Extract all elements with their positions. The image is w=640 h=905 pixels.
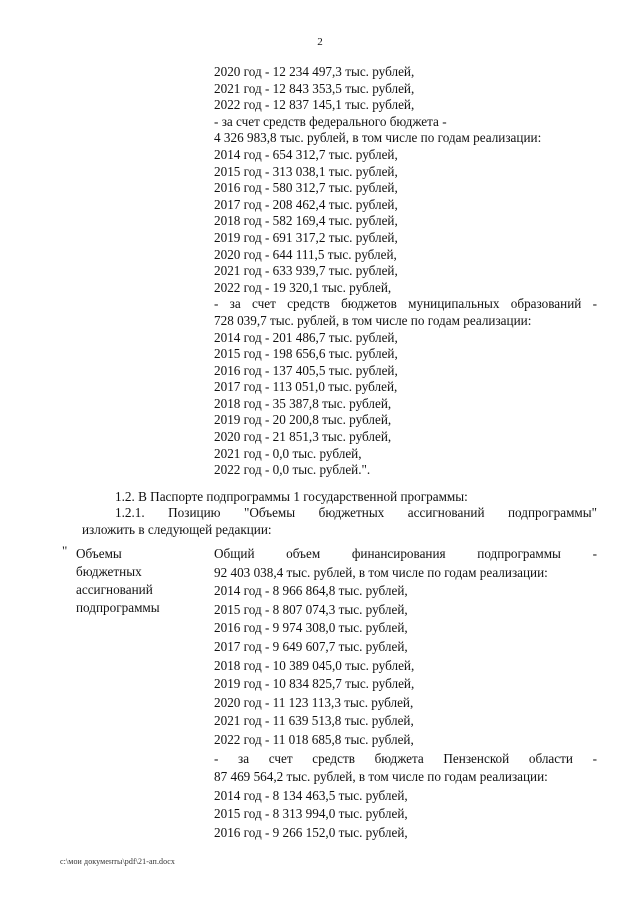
funding-total-line: 4 326 983,8 тыс. рублей, в том числе по годам реализации: bbox=[214, 130, 542, 146]
funding-source-heading: - за счет средств бюджета Пензенской области - bbox=[214, 750, 597, 766]
funding-source-heading: - за счет средств федерального бюджета - bbox=[214, 113, 447, 129]
funding-total-heading: Общий объем финансирования подпрограммы - bbox=[214, 546, 597, 561]
funding-line: 2019 год - 10 834 825,7 тыс. рублей, bbox=[214, 676, 415, 692]
funding-total-line: 92 403 038,4 тыс. рублей, в том числе по годам реализации: bbox=[214, 564, 548, 580]
page-number: 2 bbox=[317, 36, 323, 48]
section-1-2-1-line2: изложить в следующей редакции: bbox=[82, 521, 272, 537]
label-line: ассигнований bbox=[76, 582, 153, 597]
section-1-2-text: 1.2. В Паспорте подпрограммы 1 государственной программы: bbox=[115, 489, 468, 504]
funding-line: 2014 год - 8 134 463,5 тыс. рублей, bbox=[214, 787, 408, 803]
funding-line: 2021 год - 12 843 353,5 тыс. рублей, bbox=[214, 80, 415, 96]
funding-line: 2020 год - 21 851,3 тыс. рублей, bbox=[214, 429, 392, 445]
funding-source-heading: - за счет средств бюджетов муниципальных образований - bbox=[214, 296, 597, 312]
funding-line: 2019 год - 20 200,8 тыс. рублей, bbox=[214, 412, 392, 428]
funding-line: 2019 год - 691 317,2 тыс. рублей, bbox=[214, 229, 398, 245]
section-1-2-1 bbox=[82, 505, 597, 538]
funding-line: 2016 год - 9 974 308,0 тыс. рублей, bbox=[214, 620, 408, 636]
funding-line: 2020 год - 11 123 113,3 тыс. рублей, bbox=[214, 694, 414, 710]
funding-line: 2014 год - 8 966 864,8 тыс. рублей, bbox=[214, 583, 408, 599]
funding-line: 2015 год - 8 807 074,3 тыс. рублей, bbox=[214, 601, 408, 617]
funding-line: 2022 год - 12 837 145,1 тыс. рублей, bbox=[214, 97, 415, 113]
funding-line: 2020 год - 644 111,5 тыс. рублей, bbox=[214, 246, 397, 262]
funding-line: 2016 год - 137 405,5 тыс. рублей, bbox=[214, 362, 398, 378]
table-right-funding bbox=[214, 545, 597, 843]
funding-line: 2017 год - 208 462,4 тыс. рублей, bbox=[214, 196, 398, 212]
funding-line: 2014 год - 654 312,7 тыс. рублей, bbox=[214, 146, 398, 162]
label-line: подпрограммы bbox=[76, 600, 160, 615]
table-left-label bbox=[76, 545, 206, 617]
funding-total-line: 87 469 564,2 тыс. рублей, в том числе по годам реализации: bbox=[214, 769, 548, 785]
funding-line: 2022 год - 19 320,1 тыс. рублей, bbox=[214, 279, 392, 295]
funding-total-line: 728 039,7 тыс. рублей, в том числе по годам реализации: bbox=[214, 312, 532, 328]
funding-line: 2018 год - 35 387,8 тыс. рублей, bbox=[214, 395, 392, 411]
funding-line: 2021 год - 0,0 тыс. рублей, bbox=[214, 445, 362, 461]
funding-line: 2021 год - 11 639 513,8 тыс. рублей, bbox=[214, 713, 414, 729]
opening-quote: " bbox=[62, 543, 68, 558]
top-funding-block bbox=[214, 64, 597, 479]
label-line: бюджетных bbox=[76, 564, 142, 579]
funding-line: 2020 год - 12 234 497,3 тыс. рублей, bbox=[214, 64, 415, 79]
funding-line: 2017 год - 9 649 607,7 тыс. рублей, bbox=[214, 638, 408, 654]
funding-line: 2021 год - 633 939,7 тыс. рублей, bbox=[214, 263, 398, 279]
funding-line: 2015 год - 8 313 994,0 тыс. рублей, bbox=[214, 806, 408, 822]
label-line: Объемы bbox=[76, 546, 122, 561]
funding-line: 2016 год - 9 266 152,0 тыс. рублей, bbox=[214, 824, 408, 840]
funding-line: 2014 год - 201 486,7 тыс. рублей, bbox=[214, 329, 398, 345]
funding-line: 2016 год - 580 312,7 тыс. рублей, bbox=[214, 180, 398, 196]
funding-line: 2015 год - 198 656,6 тыс. рублей, bbox=[214, 346, 398, 362]
funding-line: 2017 год - 113 051,0 тыс. рублей, bbox=[214, 379, 398, 395]
footer-file-path: c:\мои документы\pdf\21-ап.docx bbox=[60, 857, 175, 866]
funding-line: 2022 год - 0,0 тыс. рублей.". bbox=[214, 462, 371, 478]
funding-line: 2022 год - 11 018 685,8 тыс. рублей, bbox=[214, 731, 414, 747]
funding-line: 2018 год - 582 169,4 тыс. рублей, bbox=[214, 213, 398, 229]
funding-line: 2018 год - 10 389 045,0 тыс. рублей, bbox=[214, 657, 415, 673]
section-1-2 bbox=[115, 489, 600, 506]
section-1-2-1-line1: 1.2.1. Позицию "Объемы бюджетных ассигнований подпрограммы" bbox=[115, 505, 597, 520]
funding-line: 2015 год - 313 038,1 тыс. рублей, bbox=[214, 163, 398, 179]
